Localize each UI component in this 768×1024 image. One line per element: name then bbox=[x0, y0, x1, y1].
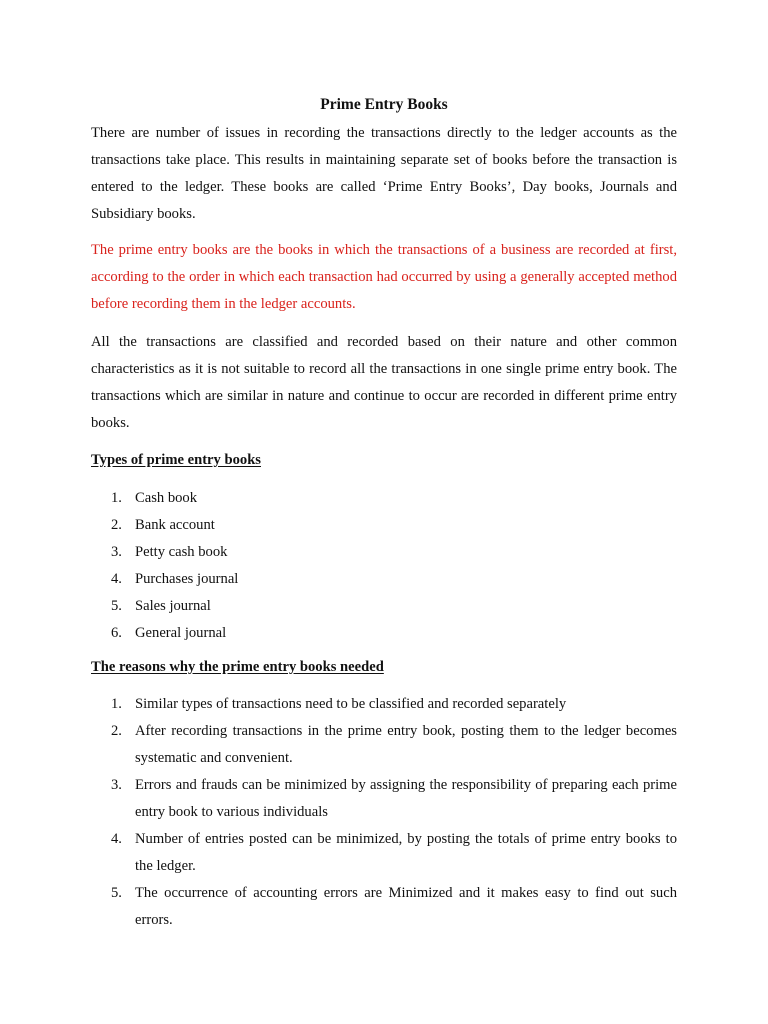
list-item-number: 5. bbox=[111, 598, 122, 614]
types-list bbox=[91, 485, 677, 647]
list-item bbox=[91, 539, 677, 566]
list-item-number: 3. bbox=[111, 777, 122, 793]
list-item-number: 1. bbox=[111, 490, 122, 506]
list-item bbox=[91, 485, 677, 512]
document-title: Prime Entry Books bbox=[320, 96, 448, 113]
list-item-number: 5. bbox=[111, 885, 122, 901]
list-item-text: Cash book bbox=[135, 490, 198, 506]
list-item-text: Bank account bbox=[135, 517, 215, 533]
list-item-number: 4. bbox=[111, 571, 122, 587]
reasons-list bbox=[91, 691, 677, 934]
list-item-text: Purchases journal bbox=[135, 571, 239, 587]
classification-paragraph: All the transactions are classified and recorded based on their nature and other common characteristics as it is not suitable to record all the transactions in one single prime entry book. The transactions which are similar in nature and continue to occur are recorded in different prime entry books. bbox=[91, 334, 677, 431]
list-item-number: 4. bbox=[111, 831, 122, 847]
list-item-text: Similar types of transactions need to be classified and recorded separately bbox=[135, 696, 567, 712]
list-item-text: After recording transactions in the prime entry book, posting them to the ledger becomes systematic and convenient. bbox=[135, 723, 677, 766]
list-item-text: Errors and frauds can be minimized by assigning the responsibility of preparing each prime entry book to various individuals bbox=[135, 777, 677, 820]
list-item-number: 3. bbox=[111, 544, 122, 560]
list-item bbox=[91, 691, 677, 718]
list-item-number: 6. bbox=[111, 625, 122, 641]
reasons-heading: The reasons why the prime entry books needed bbox=[91, 659, 384, 675]
intro-paragraph: There are number of issues in recording the transactions directly to the ledger accounts as the transactions take place. This results in maintaining separate set of books before the transaction is entered to the ledger. These books are called ‘Prime Entry Books’, Day books, Journals and Subsidiary books. bbox=[91, 125, 677, 222]
definition-paragraph: The prime entry books are the books in which the transactions of a business are recorded at first, according to the order in which each transaction had occurred by using a generally accepted method before recording them in the ledger accounts. bbox=[91, 242, 677, 312]
list-item-text: Sales journal bbox=[135, 598, 211, 614]
list-item bbox=[91, 718, 677, 772]
list-item-text: General journal bbox=[135, 625, 227, 641]
list-item-number: 1. bbox=[111, 696, 122, 712]
list-item-text: Petty cash book bbox=[135, 544, 228, 560]
list-item-number: 2. bbox=[111, 517, 122, 533]
list-item bbox=[91, 566, 677, 593]
list-item-text: Number of entries posted can be minimized, by posting the totals of prime entry books to the ledger. bbox=[135, 831, 677, 874]
list-item bbox=[91, 880, 677, 934]
list-item bbox=[91, 772, 677, 826]
list-item bbox=[91, 593, 677, 620]
list-item-number: 2. bbox=[111, 723, 122, 739]
types-heading: Types of prime entry books bbox=[91, 452, 261, 468]
list-item-text: The occurrence of accounting errors are Minimized and it makes easy to find out such errors. bbox=[135, 885, 677, 928]
list-item bbox=[91, 826, 677, 880]
list-item bbox=[91, 512, 677, 539]
list-item bbox=[91, 620, 677, 647]
